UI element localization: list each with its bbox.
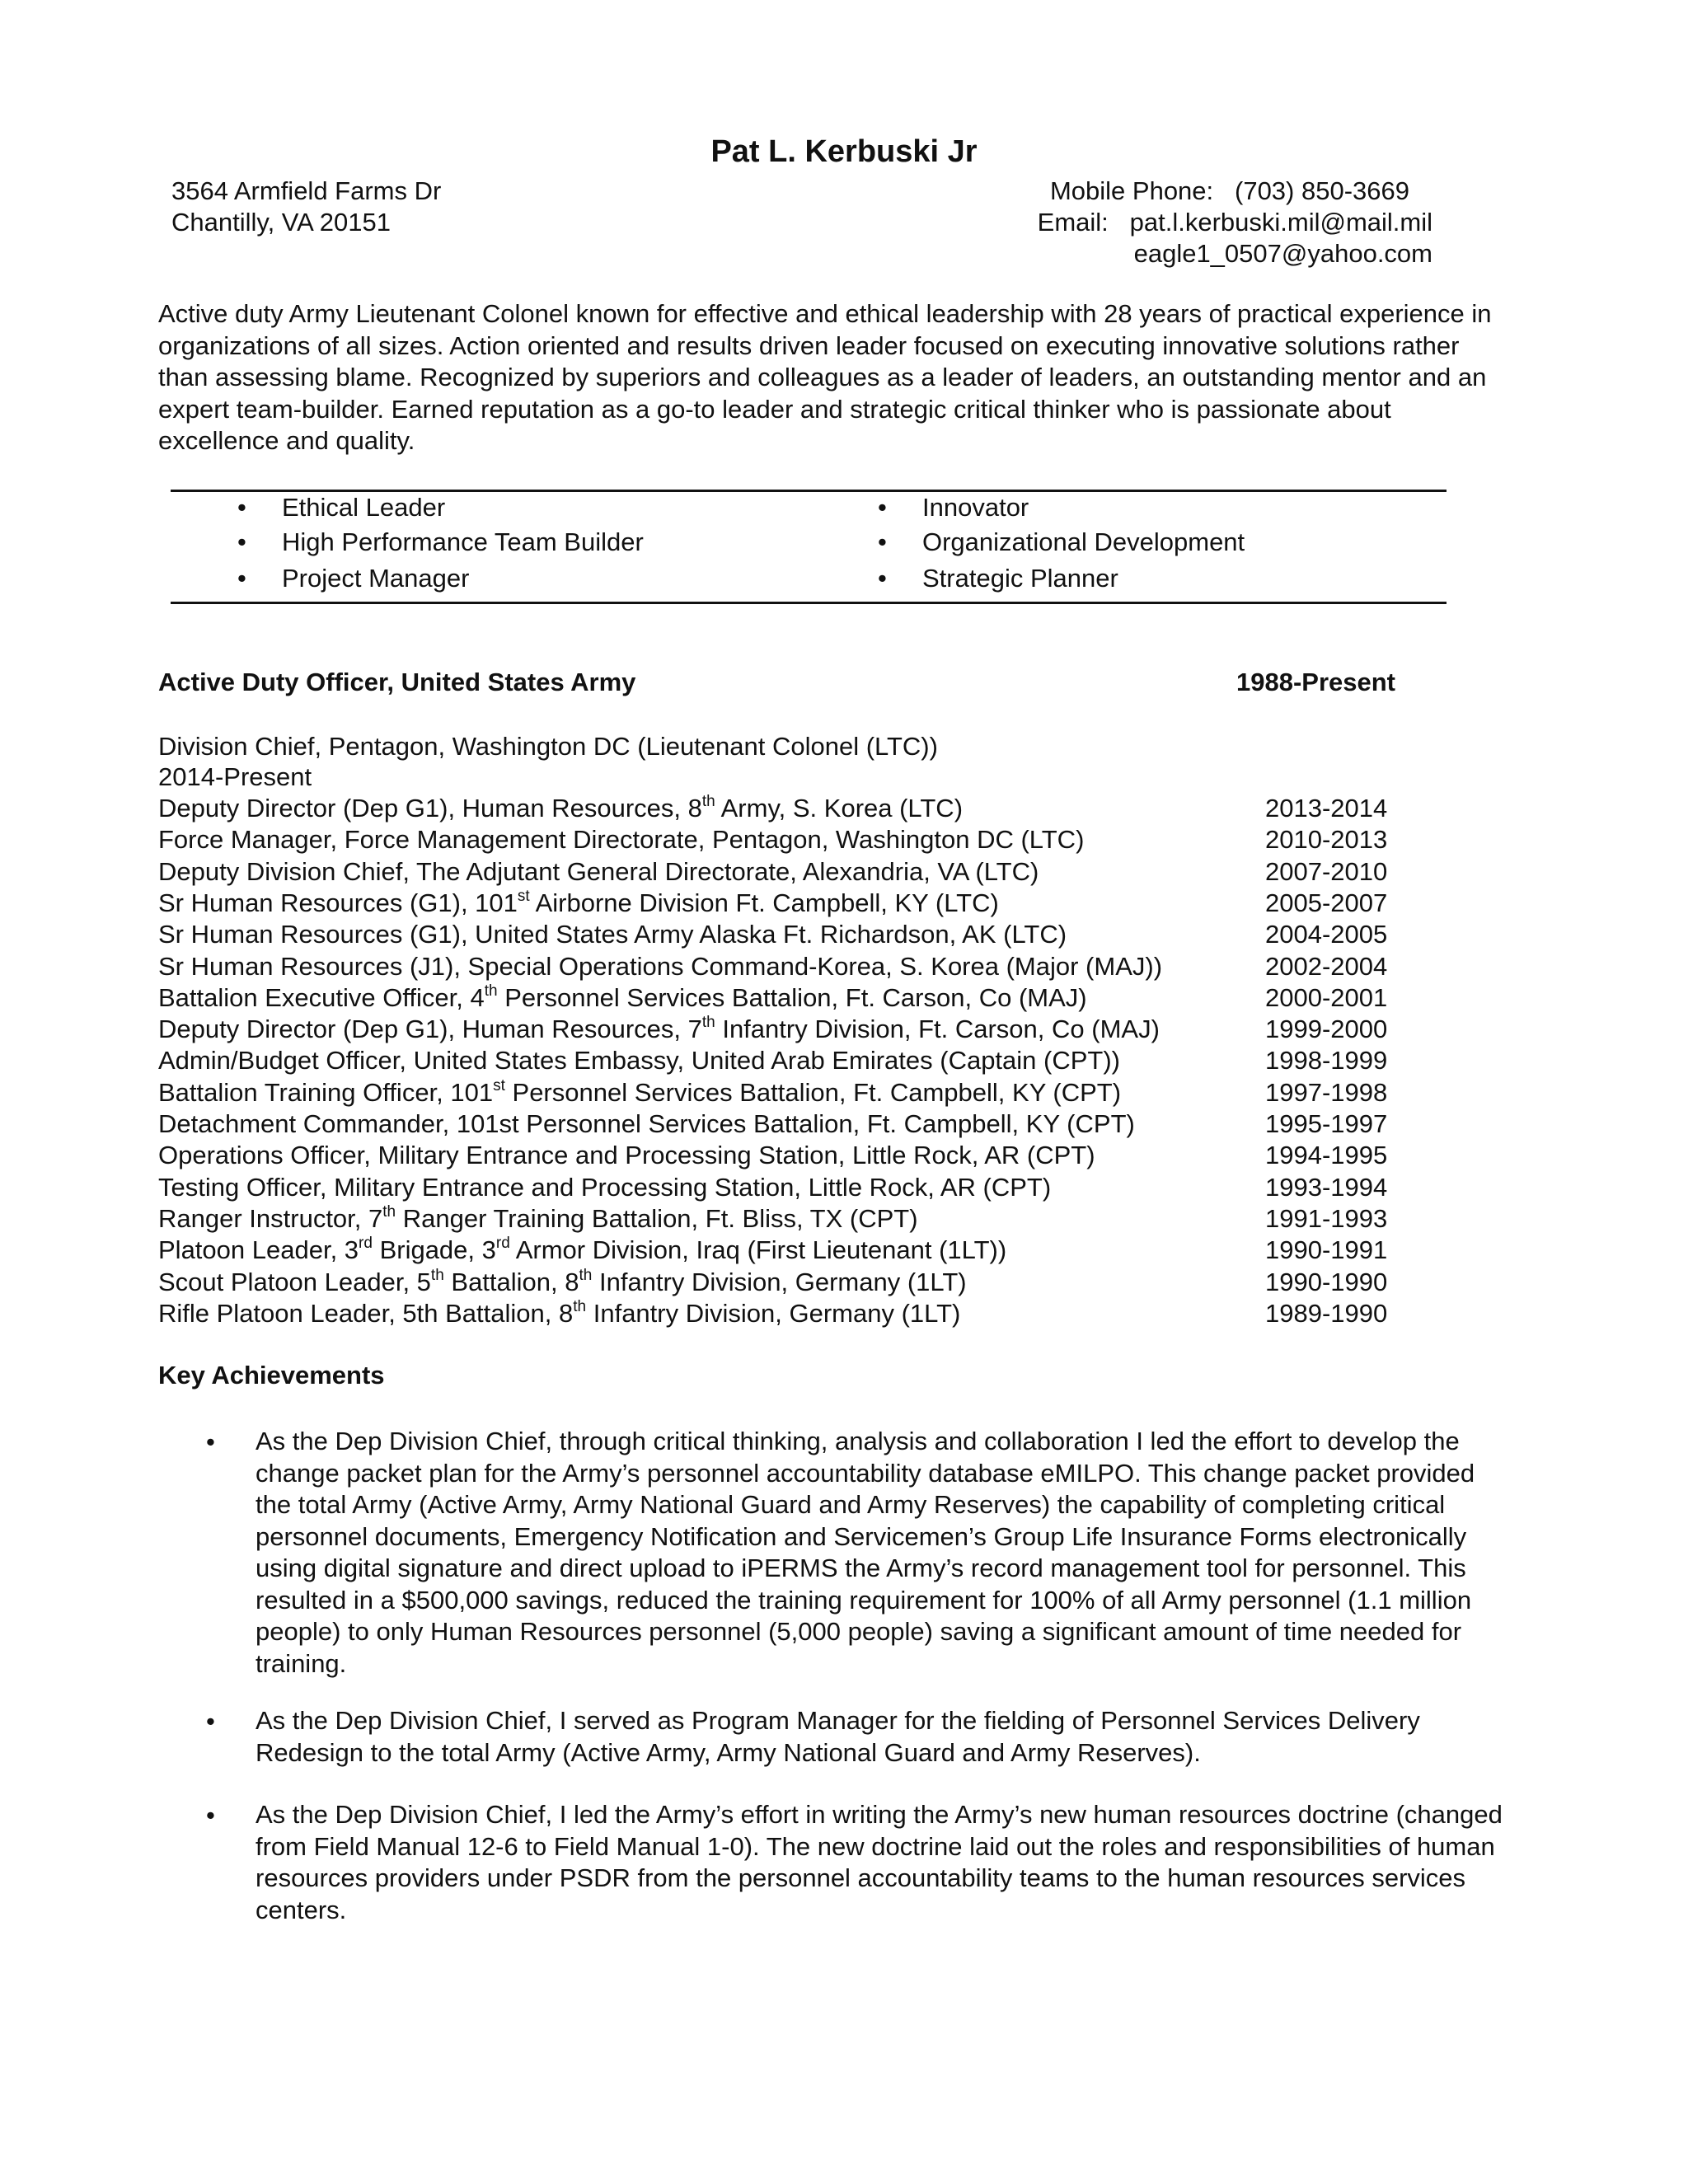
job-title-text: Sr Human Resources (G1), United States Army Alaska Ft. Richardson, AK (LTC) bbox=[158, 920, 1067, 949]
job-title-text: Platoon Leader, 3 bbox=[158, 1235, 359, 1264]
job-title bbox=[158, 1078, 1121, 1108]
job-title bbox=[158, 1015, 1160, 1044]
achievement-item: As the Dep Division Chief, I led the Army’s effort in writing the Army’s new human resources doctrine (changed from Field Manual 12-6 to Field Manual 1-0). The new doctrine laid out the roles and responsibilities of human resources providers under PSDR from the personnel accountability teams to the human resources services centers. bbox=[256, 1800, 1503, 1924]
job-title-text: Airborne Division Ft. Campbell, KY (LTC) bbox=[529, 888, 999, 917]
job-title-text: Personnel Services Battalion, Ft. Campbell, KY (CPT) bbox=[504, 1078, 1122, 1107]
skill-item: • Strategic Planner bbox=[878, 564, 1118, 593]
job-title bbox=[158, 1141, 1095, 1170]
job-title-text: Sr Human Resources (G1), 101 bbox=[158, 888, 518, 917]
job-title-text: Operations Officer, Military Entrance and Processing Station, Little Rock, AR (CPT) bbox=[158, 1141, 1095, 1169]
job-years: 1997-1998 bbox=[1265, 1078, 1388, 1107]
ordinal-suffix: th bbox=[579, 1266, 593, 1284]
job-title bbox=[158, 1235, 1006, 1265]
job-title bbox=[158, 1204, 918, 1234]
job-title-text: Brigade, 3 bbox=[372, 1235, 496, 1264]
job-title-text: Deputy Division Chief, The Adjutant General Directorate, Alexandria, VA (LTC) bbox=[158, 857, 1039, 886]
skills-left-column bbox=[237, 493, 814, 600]
address-line-2: Chantilly, VA 20151 bbox=[171, 208, 391, 237]
ordinal-suffix: th bbox=[701, 792, 715, 810]
job-title bbox=[158, 1299, 960, 1329]
job-title-text: Battalion Training Officer, 101 bbox=[158, 1078, 494, 1107]
job-title-text: Scout Platoon Leader, 5 bbox=[158, 1268, 431, 1296]
job-title-text: Ranger Instructor, 7 bbox=[158, 1204, 383, 1233]
job-title bbox=[158, 825, 1084, 855]
skills-bottom-rule bbox=[171, 602, 1447, 604]
job-title-text: Ranger Training Battalion, Ft. Bliss, TX (CPT) bbox=[396, 1204, 918, 1233]
job-years: 1993-1994 bbox=[1265, 1173, 1388, 1202]
bullet-icon: • bbox=[206, 1707, 215, 1736]
bullet-icon: • bbox=[237, 564, 246, 593]
phone-label: Mobile Phone: bbox=[1049, 176, 1214, 205]
email-label: Email: bbox=[1037, 208, 1109, 237]
job-title-text: Testing Officer, Military Entrance and Processing Station, Little Rock, AR (CPT) bbox=[158, 1173, 1052, 1202]
ordinal-suffix: rd bbox=[359, 1234, 373, 1252]
ordinal-suffix: th bbox=[701, 1013, 715, 1031]
job-years: 1994-1995 bbox=[1265, 1141, 1388, 1169]
ordinal-suffix: th bbox=[430, 1266, 444, 1284]
skill-item: • High Performance Team Builder bbox=[237, 527, 644, 556]
ordinal-suffix: st bbox=[493, 1076, 505, 1094]
skill-item: • Innovator bbox=[878, 493, 1029, 522]
job-title-text: Infantry Division, Germany (1LT) bbox=[592, 1268, 967, 1296]
ordinal-suffix: st bbox=[517, 887, 530, 905]
job-title-text: Force Manager, Force Management Directorate, Pentagon, Washington DC (LTC) bbox=[158, 825, 1085, 854]
bullet-icon: • bbox=[878, 564, 887, 593]
achievements-heading: Key Achievements bbox=[158, 1361, 385, 1390]
job-title bbox=[158, 794, 963, 823]
job-title-text: Detachment Commander, 101st Personnel Services Battalion, Ft. Campbell, KY (CPT) bbox=[158, 1109, 1135, 1138]
experience-heading: Active Duty Officer, United States Army bbox=[158, 668, 636, 696]
job-years-current: 2014-Present bbox=[158, 762, 312, 791]
phone-row bbox=[1050, 176, 1409, 206]
job-title-text: Sr Human Resources (J1), Special Operations Command-Korea, S. Korea (Major (MAJ)) bbox=[158, 952, 1163, 981]
skills-top-rule bbox=[171, 490, 1447, 492]
job-title-text: Deputy Director (Dep G1), Human Resources, 8 bbox=[158, 794, 702, 823]
job-title-text: Infantry Division, Germany (1LT) bbox=[586, 1299, 961, 1328]
job-title-text: Battalion Executive Officer, 4 bbox=[158, 983, 485, 1012]
job-years: 1990-1991 bbox=[1265, 1235, 1388, 1264]
job-title bbox=[158, 888, 999, 918]
job-years: 2002-2004 bbox=[1265, 952, 1388, 981]
achievement-item: As the Dep Division Chief, through critical thinking, analysis and collaboration I led the effort to develop the change packet plan for the Army’s personnel accountability database eMILPO. This change packet provided the total Army (Active Army, Army National Guard and Army Reserves) the capability of completing critical personnel documents, Emergency Notification and Servicemen’s Group Life Insurance Forms electronically using digital signature and direct upload to iPERMS the Army’s record management tool for personnel. This resulted in a $500,000 savings, reduced the training requirement for 100% of all Army personnel (1.1 million people) to only Human Resources personnel (5,000 people) saving a significant amount of time needed for training. bbox=[256, 1427, 1475, 1678]
job-title bbox=[158, 952, 1162, 982]
bullet-icon: • bbox=[206, 1427, 215, 1456]
job-years: 2005-2007 bbox=[1265, 888, 1388, 917]
job-years: 1990-1990 bbox=[1265, 1268, 1388, 1296]
email-row bbox=[1038, 208, 1432, 237]
resume-name: Pat L. Kerbuski Jr bbox=[710, 134, 978, 169]
bullet-icon: • bbox=[878, 493, 887, 522]
address-line-1: 3564 Armfield Farms Dr bbox=[171, 176, 442, 205]
job-title bbox=[158, 983, 1087, 1013]
job-years: 1991-1993 bbox=[1265, 1204, 1388, 1233]
summary-paragraph: Active duty Army Lieutenant Colonel known for effective and ethical leadership with 28 years of practical experience in organizations of all sizes. Action oriented and results driven leader focused on executing innovative solutions rather than assessing blame. Recognized by superiors and colleagues as a leader of leaders, an outstanding mentor and an expert team-builder. Earned reputation as a go-to leader and strategic critical thinker who is passionate about excellence and quality. bbox=[158, 299, 1492, 455]
job-title bbox=[158, 1109, 1135, 1139]
achievement-item: As the Dep Division Chief, I served as Program Manager for the fielding of Personnel Services Delivery Redesign to the total Army (Active Army, Army National Guard and Army Reserves). bbox=[256, 1706, 1420, 1767]
job-title-text: Personnel Services Battalion, Ft. Carson, Co (MAJ) bbox=[497, 983, 1087, 1012]
job-years: 2010-2013 bbox=[1265, 825, 1388, 854]
job-years: 1995-1997 bbox=[1265, 1109, 1388, 1138]
job-years: 1998-1999 bbox=[1265, 1046, 1388, 1075]
job-title bbox=[158, 857, 1039, 887]
ordinal-suffix: rd bbox=[495, 1234, 510, 1252]
job-title-text: Admin/Budget Officer, United States Embassy, United Arab Emirates (Captain (CPT)) bbox=[158, 1046, 1120, 1075]
job-title-text: Army, S. Korea (LTC) bbox=[715, 794, 964, 823]
bullet-icon: • bbox=[878, 527, 887, 556]
skill-item: • Organizational Development bbox=[878, 527, 1245, 556]
experience-dates: 1988-Present bbox=[1236, 668, 1396, 696]
email-primary[interactable]: pat.l.kerbuski.mil@mail.mil bbox=[1129, 208, 1432, 237]
job-title-text: Armor Division, Iraq (First Lieutenant (1LT)) bbox=[509, 1235, 1007, 1264]
job-title-text: Rifle Platoon Leader, 5th Battalion, 8 bbox=[158, 1299, 574, 1328]
job-title-text: Battalion, 8 bbox=[443, 1268, 579, 1296]
job-years: 1989-1990 bbox=[1265, 1299, 1388, 1328]
bullet-icon: • bbox=[206, 1801, 215, 1830]
job-title bbox=[158, 1046, 1120, 1076]
skills-right-column bbox=[878, 493, 1455, 600]
job-title bbox=[158, 1173, 1051, 1202]
bullet-icon: • bbox=[237, 493, 246, 522]
bullet-icon: • bbox=[237, 527, 246, 556]
email-secondary[interactable]: eagle1_0507@yahoo.com bbox=[1133, 239, 1432, 268]
job-title-current: Division Chief, Pentagon, Washington DC (Lieutenant Colonel (LTC)) bbox=[158, 732, 938, 761]
job-years: 2013-2014 bbox=[1265, 794, 1388, 823]
job-years: 2000-2001 bbox=[1265, 983, 1388, 1012]
job-title bbox=[158, 1268, 967, 1297]
job-title-text: Infantry Division, Ft. Carson, Co (MAJ) bbox=[715, 1015, 1160, 1043]
phone-number: (703) 850-3669 bbox=[1235, 176, 1409, 205]
skill-item: • Ethical Leader bbox=[237, 493, 446, 522]
ordinal-suffix: th bbox=[484, 982, 498, 1000]
job-title-text: Deputy Director (Dep G1), Human Resources, 7 bbox=[158, 1015, 702, 1043]
job-years: 1999-2000 bbox=[1265, 1015, 1388, 1043]
ordinal-suffix: th bbox=[382, 1202, 396, 1221]
skill-item: • Project Manager bbox=[237, 564, 470, 593]
job-years: 2004-2005 bbox=[1265, 920, 1388, 949]
job-years: 2007-2010 bbox=[1265, 857, 1388, 886]
ordinal-suffix: th bbox=[573, 1297, 587, 1315]
job-title bbox=[158, 920, 1067, 949]
